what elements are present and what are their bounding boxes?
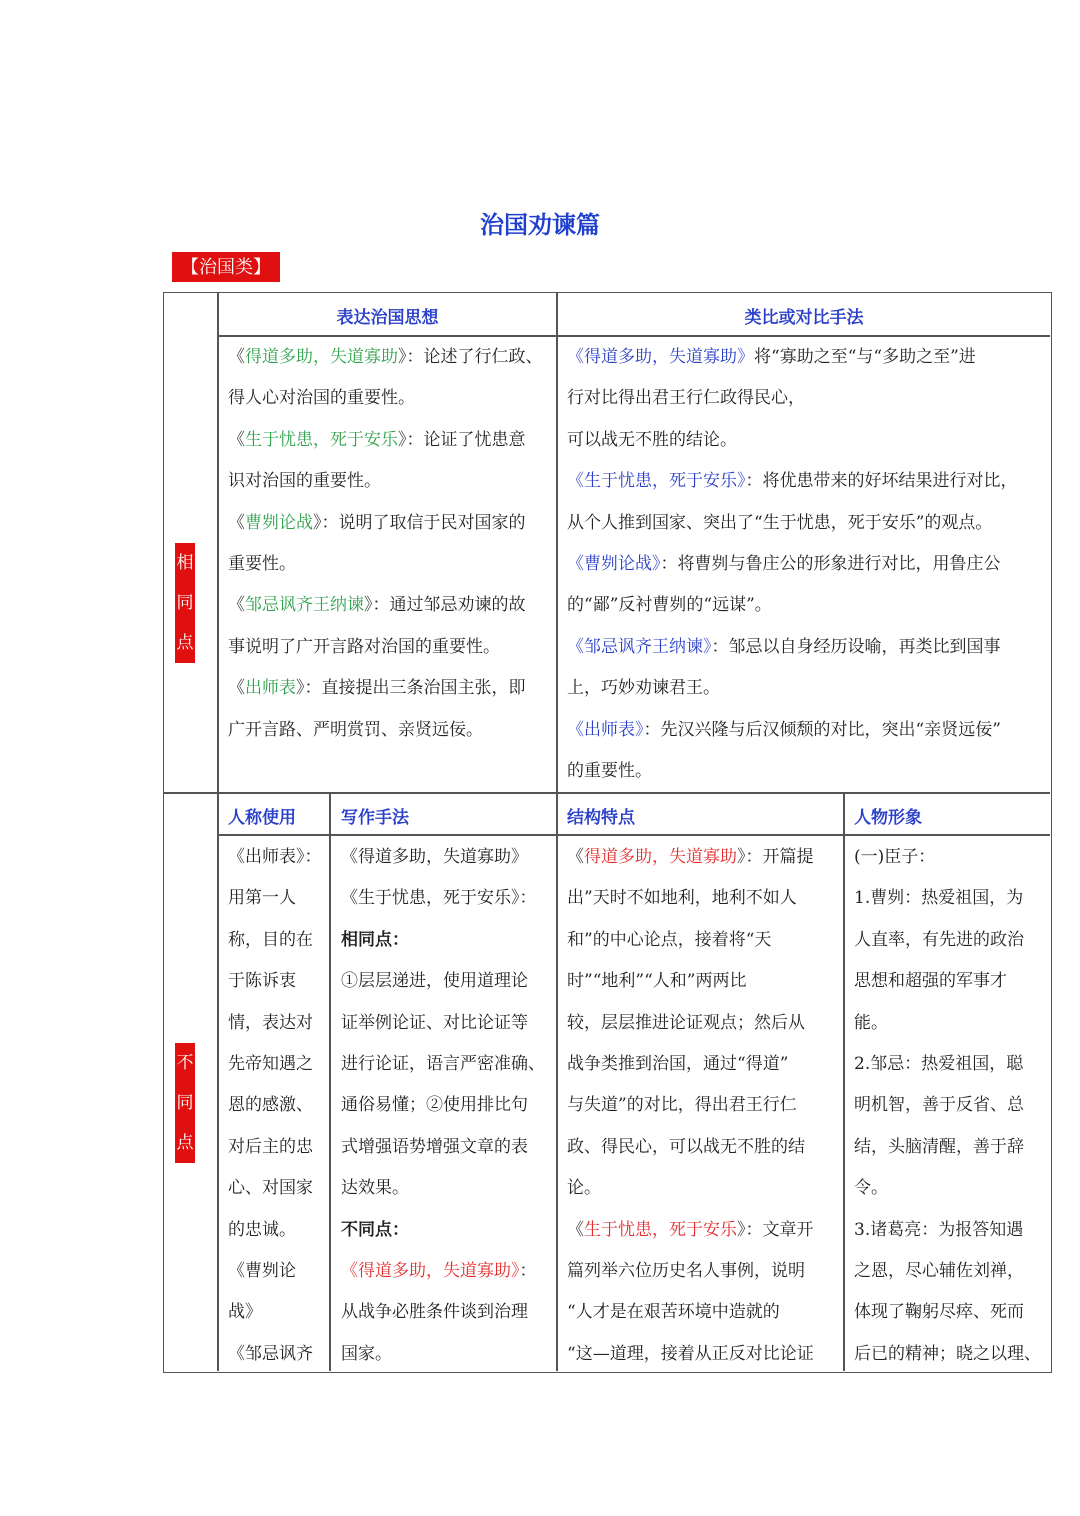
text-segment: 从战争必胜条件谈到治理 xyxy=(341,1302,528,1323)
text-line xyxy=(228,1210,328,1251)
text-line xyxy=(567,461,1047,502)
text-segment: 得道多助，失道寡助 xyxy=(584,847,737,867)
text-segment: 》：说明了取信于民对国家的 xyxy=(313,512,526,533)
text-line xyxy=(567,1127,841,1168)
text-segment: 生于忧患，死于安乐 xyxy=(584,1219,737,1240)
text-segment: 进行论证，语言严密准确、 xyxy=(341,1054,545,1075)
text-line xyxy=(228,710,554,751)
text-segment: 的重要性。 xyxy=(567,761,652,782)
text-line xyxy=(228,461,554,502)
comparison-table xyxy=(163,292,1052,1373)
text-segment: 人直率，有先进的政治 xyxy=(854,929,1024,950)
text-line xyxy=(567,503,1047,544)
text-line xyxy=(567,544,1047,585)
header-governance-thought: 表达治国思想 xyxy=(336,308,439,328)
text-line xyxy=(567,668,1047,709)
text-segment: 对后主的忠 xyxy=(228,1136,313,1157)
text-segment: 邹忌讽齐王纳谏 xyxy=(245,595,364,616)
text-segment: ①层层递进，使用道理论 xyxy=(341,971,528,992)
text-segment: 《 xyxy=(567,1219,584,1240)
text-segment: 《邹忌讽齐 xyxy=(228,1343,313,1364)
text-line xyxy=(341,1334,553,1375)
text-line xyxy=(567,1085,841,1126)
text-segment: 《邹忌讽齐王纳谏》 xyxy=(567,636,712,657)
text-line xyxy=(567,961,841,1002)
text-segment: 思想和超强的军事才 xyxy=(854,971,1007,992)
text-segment: 之恩，尽心辅佐刘禅， xyxy=(854,1261,1024,1282)
header-person-usage: 人称使用 xyxy=(228,808,296,828)
diff-col2-body xyxy=(341,837,553,1375)
text-segment: 《 xyxy=(228,678,245,699)
text-line xyxy=(341,920,553,961)
text-segment: 《生于忧患，死于安乐》 xyxy=(567,471,746,492)
page-title: 治国劝谏篇 xyxy=(480,211,600,239)
text-segment: 体现了鞠躬尽瘁、死而 xyxy=(854,1302,1024,1323)
text-line xyxy=(854,1044,1048,1085)
text-line xyxy=(854,1334,1048,1375)
text-line xyxy=(854,1127,1048,1168)
text-line xyxy=(567,627,1047,668)
text-segment: 于陈诉衷 xyxy=(228,971,296,992)
text-line xyxy=(228,668,554,709)
text-line xyxy=(567,420,1047,461)
text-segment: 《 xyxy=(228,512,245,533)
text-segment: 得人心对治国的重要性。 xyxy=(228,388,415,409)
text-segment: 《得道多助，失道寡助》 xyxy=(341,847,528,867)
text-segment: 《 xyxy=(567,847,584,867)
divider-v-side xyxy=(217,293,219,1371)
text-segment: 恩的感激、 xyxy=(228,1095,313,1116)
text-segment: 《曹刿论 xyxy=(228,1261,296,1282)
text-line xyxy=(854,878,1048,919)
text-segment: 令。 xyxy=(854,1178,888,1199)
text-line xyxy=(341,878,553,919)
divider-v-diff3 xyxy=(843,792,845,1371)
text-segment: 的忠诚。 xyxy=(228,1219,296,1240)
text-line xyxy=(341,1210,553,1251)
text-segment: 能。 xyxy=(854,1012,888,1033)
text-segment: 从个人推到国家、突出了“生于忧患，死于安乐”的观点。 xyxy=(567,512,993,533)
text-segment: 》：直接提出三条治国主张，即 xyxy=(296,678,526,699)
text-segment: 》：文章开 xyxy=(737,1219,814,1240)
text-line xyxy=(854,1085,1048,1126)
text-segment: 《 xyxy=(228,595,245,616)
header-analogy-contrast: 类比或对比手法 xyxy=(744,308,864,328)
text-line xyxy=(228,378,554,419)
text-segment: 》：论述了行仁政、 xyxy=(398,347,543,367)
text-line xyxy=(228,1085,328,1126)
text-segment: 1.曹刿：热爱祖国，为 xyxy=(854,888,1024,909)
text-segment: 事说明了广开言路对治国的重要性。 xyxy=(228,636,500,657)
text-segment: 得道多助，失道寡助 xyxy=(245,347,398,367)
text-segment: 式增强语势增强文章的表 xyxy=(341,1136,528,1157)
text-segment: 时”“地利”“人和”两两比 xyxy=(567,971,747,992)
text-segment: 不同点： xyxy=(341,1219,409,1240)
text-line xyxy=(854,837,1048,878)
text-line xyxy=(567,837,841,878)
text-segment: 曹刿论战 xyxy=(245,512,313,533)
text-line xyxy=(228,1334,328,1375)
text-segment: 《 xyxy=(228,347,245,367)
text-line xyxy=(854,920,1048,961)
text-line xyxy=(228,544,554,585)
text-segment: 上，巧妙劝谏君王。 xyxy=(567,678,720,699)
text-line xyxy=(228,420,554,461)
text-line xyxy=(341,1003,553,1044)
text-line xyxy=(228,1168,328,1209)
text-segment: 可以战无不胜的结论。 xyxy=(567,429,737,450)
text-segment: ：将曹刿与鲁庄公的形象进行对比，用鲁庄公 xyxy=(660,554,1001,575)
text-segment: 篇列举六位历史名人事例，说明 xyxy=(567,1261,805,1282)
text-segment: 证举例论证、对比论证等 xyxy=(341,1012,528,1033)
text-line xyxy=(567,337,1047,378)
text-line xyxy=(567,378,1047,419)
text-line xyxy=(228,878,328,919)
text-segment: (一)臣子： xyxy=(854,847,936,867)
text-line xyxy=(854,1210,1048,1251)
text-line xyxy=(341,1127,553,1168)
text-segment: 和”的中心论点，接着将“天 xyxy=(567,929,772,950)
diff-col1-body xyxy=(228,837,328,1375)
text-segment: 重要性。 xyxy=(228,554,296,575)
text-segment: 心、对国家 xyxy=(228,1178,313,1199)
text-segment: 《出师表》： xyxy=(228,847,322,867)
text-segment: ： xyxy=(519,1261,537,1282)
text-segment: 与失道”的对比，得出君王行仁 xyxy=(567,1095,797,1116)
text-line xyxy=(341,837,553,878)
text-line xyxy=(567,710,1047,751)
text-line xyxy=(567,751,1047,792)
text-line xyxy=(228,837,328,878)
text-segment: 出”天时不如地利，地利不如人 xyxy=(567,888,797,909)
text-segment: 《出师表》 xyxy=(567,719,644,740)
divider-h-diff-header xyxy=(217,834,1050,836)
text-line xyxy=(567,920,841,961)
text-line xyxy=(567,1168,841,1209)
text-segment: 广开言路、严明赏罚、亲贤远佞。 xyxy=(228,719,483,740)
text-segment: ：将优患带来的好坏结果进行对比， xyxy=(745,471,1018,492)
text-segment: 《曹刿论战》 xyxy=(567,554,661,575)
diff-col4-body xyxy=(854,837,1048,1375)
header-writing-technique: 写作手法 xyxy=(341,808,409,828)
text-line xyxy=(567,1292,841,1333)
text-line xyxy=(341,961,553,1002)
text-segment: 论。 xyxy=(567,1178,601,1199)
text-segment: 情，表达对 xyxy=(228,1012,313,1033)
text-line xyxy=(341,1292,553,1333)
text-segment: 明机智，善于反省、总 xyxy=(854,1095,1024,1116)
text-segment: 《生于忧患，死于安乐》： xyxy=(341,888,537,909)
text-segment: 出师表 xyxy=(245,678,296,699)
text-line xyxy=(567,585,1047,626)
same-points-label: 相 同 点 xyxy=(175,543,195,663)
text-line xyxy=(567,1334,841,1375)
text-line xyxy=(567,1251,841,1292)
text-line xyxy=(228,1292,328,1333)
text-segment: 先帝知遇之 xyxy=(228,1054,313,1075)
header-character-image: 人物形象 xyxy=(854,808,922,828)
text-segment: 较，层层推进论证观点；然后从 xyxy=(567,1012,805,1033)
text-segment: 国家。 xyxy=(341,1343,392,1364)
text-segment: 行对比得出君王行仁政得民心， xyxy=(567,388,805,409)
text-segment: “人才是在艰苦环境中造就的 xyxy=(567,1302,780,1323)
text-segment: 达效果。 xyxy=(341,1178,409,1199)
text-segment: 2.邹忌：热爱祖国，聪 xyxy=(854,1054,1024,1075)
text-line xyxy=(854,1168,1048,1209)
text-segment: ：先汉兴隆与后汉倾颓的对比，突出“亲贤远佞” xyxy=(643,719,1001,740)
text-line xyxy=(854,1003,1048,1044)
text-line xyxy=(567,1003,841,1044)
text-segment: 的“鄙”反衬曹刿的“远谋”。 xyxy=(567,595,772,616)
text-line xyxy=(228,503,554,544)
text-line xyxy=(854,1251,1048,1292)
text-line xyxy=(228,337,554,378)
diff-col3-body xyxy=(567,837,841,1375)
text-segment: 3.诸葛亮：为报答知遇 xyxy=(854,1219,1024,1240)
text-segment: 战争类推到治国，通过“得道” xyxy=(567,1054,789,1075)
text-segment: 《得道多助，失道寡助》 xyxy=(341,1261,520,1282)
text-line xyxy=(228,1251,328,1292)
text-line xyxy=(341,1168,553,1209)
text-segment: 称，目的在 xyxy=(228,929,313,950)
text-segment: 后已的精神；晓之以理、 xyxy=(854,1343,1041,1364)
header-structure: 结构特点 xyxy=(567,808,635,828)
text-line xyxy=(341,1044,553,1085)
same-col2-body xyxy=(567,337,1047,792)
text-line xyxy=(854,961,1048,1002)
text-segment: 将“寡助之至“与“多助之至”进 xyxy=(754,347,976,367)
divider-v-diff1 xyxy=(329,792,331,1371)
category-tag: 【治国类】 xyxy=(172,252,280,282)
text-segment: 生于忧患，死于安乐 xyxy=(245,429,398,450)
text-line xyxy=(567,1210,841,1251)
text-line xyxy=(228,627,554,668)
text-segment: 》：论证了忧患意 xyxy=(398,429,526,450)
text-segment: ：邹忌以自身经历设喻，再类比到国事 xyxy=(711,636,1001,657)
text-segment: 《得道多助，失道寡助》 xyxy=(567,347,754,367)
text-segment: 》：开篇提 xyxy=(737,847,814,867)
text-line xyxy=(567,878,841,919)
text-segment: 》：通过邹忌劝谏的故 xyxy=(364,595,526,616)
text-line xyxy=(341,1251,553,1292)
text-line xyxy=(854,1292,1048,1333)
text-segment: 通俗易懂；②使用排比句 xyxy=(341,1095,528,1116)
text-segment: 《 xyxy=(228,429,245,450)
text-line xyxy=(228,585,554,626)
text-segment: “这—道理，接着从正反对比论证 xyxy=(567,1343,814,1364)
text-segment: 识对治国的重要性。 xyxy=(228,471,381,492)
text-line xyxy=(228,1044,328,1085)
text-line xyxy=(341,1085,553,1126)
text-line xyxy=(228,920,328,961)
text-line xyxy=(228,961,328,1002)
text-line xyxy=(228,1003,328,1044)
text-segment: 用第一人 xyxy=(228,888,296,909)
same-col1-body xyxy=(228,337,554,751)
text-segment: 战》 xyxy=(228,1302,262,1323)
divider-v-middle xyxy=(556,293,558,1371)
text-segment: 结，头脑清醒，善于辞 xyxy=(854,1136,1024,1157)
text-line xyxy=(228,1127,328,1168)
text-line xyxy=(567,1044,841,1085)
text-segment: 政、得民心，可以战无不胜的结 xyxy=(567,1136,805,1157)
text-segment: 相同点： xyxy=(341,929,409,950)
diff-points-label: 不 同 点 xyxy=(175,1043,195,1163)
